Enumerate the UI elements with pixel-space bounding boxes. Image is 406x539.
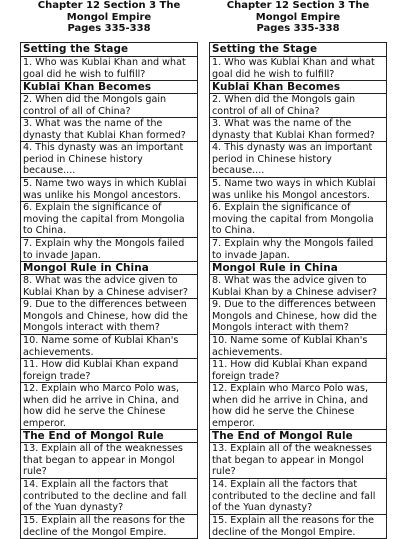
question-row: 13. Explain all of the weaknesses that began to appear in Mongol rule? <box>210 442 386 478</box>
header-line-2: Mongol Empire <box>255 11 341 23</box>
question-row: 1. Who was Kublai Khan and what goal did he wish to fulfill? <box>210 56 386 80</box>
section-heading: Setting the Stage <box>212 43 318 55</box>
question-row: 1. Who was Kublai Khan and what goal did he wish to fulfill? <box>21 56 197 80</box>
header-line-3: Pages 335-338 <box>256 23 340 34</box>
question-row: 6. Explain the significance of moving the capital from Mongolia to China. <box>21 201 197 237</box>
left-column <box>20 0 198 538</box>
question-row: 2. When did the Mongols gain control of all of China? <box>210 93 386 117</box>
question-row: 8. What was the advice given to Kublai Khan by a Chinese adviser? <box>21 274 197 298</box>
question-row: 15. Explain all the reasons for the decline of the Mongol Empire. <box>21 514 197 538</box>
question-row: 2. When did the Mongols gain control of all of China? <box>21 93 197 117</box>
column-header <box>209 0 387 42</box>
question-row: 8. What was the advice given to Kublai Khan by a Chinese adviser? <box>210 274 386 298</box>
section-heading: Setting the Stage <box>23 43 129 55</box>
header-line-1: Chapter 12 Section 3 The <box>226 0 370 11</box>
question-row: 4. This dynasty was an important period in Chinese history because.... <box>210 141 386 177</box>
question-row: 12. Explain who Marco Polo was, when did he arrive in China, and how did he serve the Chinese emperor. <box>21 382 197 429</box>
section-heading: The End of Mongol Rule <box>21 429 197 442</box>
column-header <box>20 0 198 42</box>
question-table <box>20 42 198 539</box>
question-row: 6. Explain the significance of moving the capital from Mongolia to China. <box>210 201 386 237</box>
question-row: 15. Explain all the reasons for the decline of the Mongol Empire. <box>210 514 386 538</box>
question-row: 7. Explain why the Mongols failed to invade Japan. <box>210 237 386 261</box>
question-row: 3. What was the name of the dynasty that Kublai Khan formed? <box>21 117 197 141</box>
section-heading: Mongol Rule in China <box>21 261 197 274</box>
question-row: 13. Explain all of the weaknesses that began to appear in Mongol rule? <box>21 442 197 478</box>
question-table <box>209 42 387 539</box>
header-line-2: Mongol Empire <box>66 11 152 23</box>
header-line-3: Pages 335-338 <box>67 23 151 34</box>
question-row: 5. Name two ways in which Kublai was unlike his Mongol ancestors. <box>21 177 197 201</box>
question-row: 12. Explain who Marco Polo was, when did he arrive in China, and how did he serve the Chinese emperor. <box>210 382 386 429</box>
question-row: 5. Name two ways in which Kublai was unlike his Mongol ancestors. <box>210 177 386 201</box>
question-row: 7. Explain why the Mongols failed to invade Japan. <box>21 237 197 261</box>
question-row: 10. Name some of Kublai Khan's achievements. <box>210 334 386 358</box>
question-row: 14. Explain all the factors that contributed to the decline and fall of the Yuan dynasty? <box>21 478 197 514</box>
section-heading: Kublai Khan Becomes <box>210 80 386 93</box>
question-row: 11. How did Kublai Khan expand foreign trade? <box>210 358 386 382</box>
header-line-1: Chapter 12 Section 3 The <box>37 0 181 11</box>
section-heading: Mongol Rule in China <box>210 261 386 274</box>
right-column <box>209 0 387 538</box>
question-row: 9. Due to the differences between Mongols and Chinese, how did the Mongols interact with them? <box>210 298 386 334</box>
question-row: 14. Explain all the factors that contributed to the decline and fall of the Yuan dynasty? <box>210 478 386 514</box>
question-row: 9. Due to the differences between Mongols and Chinese, how did the Mongols interact with them? <box>21 298 197 334</box>
question-row: 3. What was the name of the dynasty that Kublai Khan formed? <box>210 117 386 141</box>
question-row: 4. This dynasty was an important period in Chinese history because.... <box>21 141 197 177</box>
question-row: 10. Name some of Kublai Khan's achievements. <box>21 334 197 358</box>
section-heading: Kublai Khan Becomes <box>21 80 197 93</box>
question-row: 11. How did Kublai Khan expand foreign trade? <box>21 358 197 382</box>
section-heading: The End of Mongol Rule <box>210 429 386 442</box>
